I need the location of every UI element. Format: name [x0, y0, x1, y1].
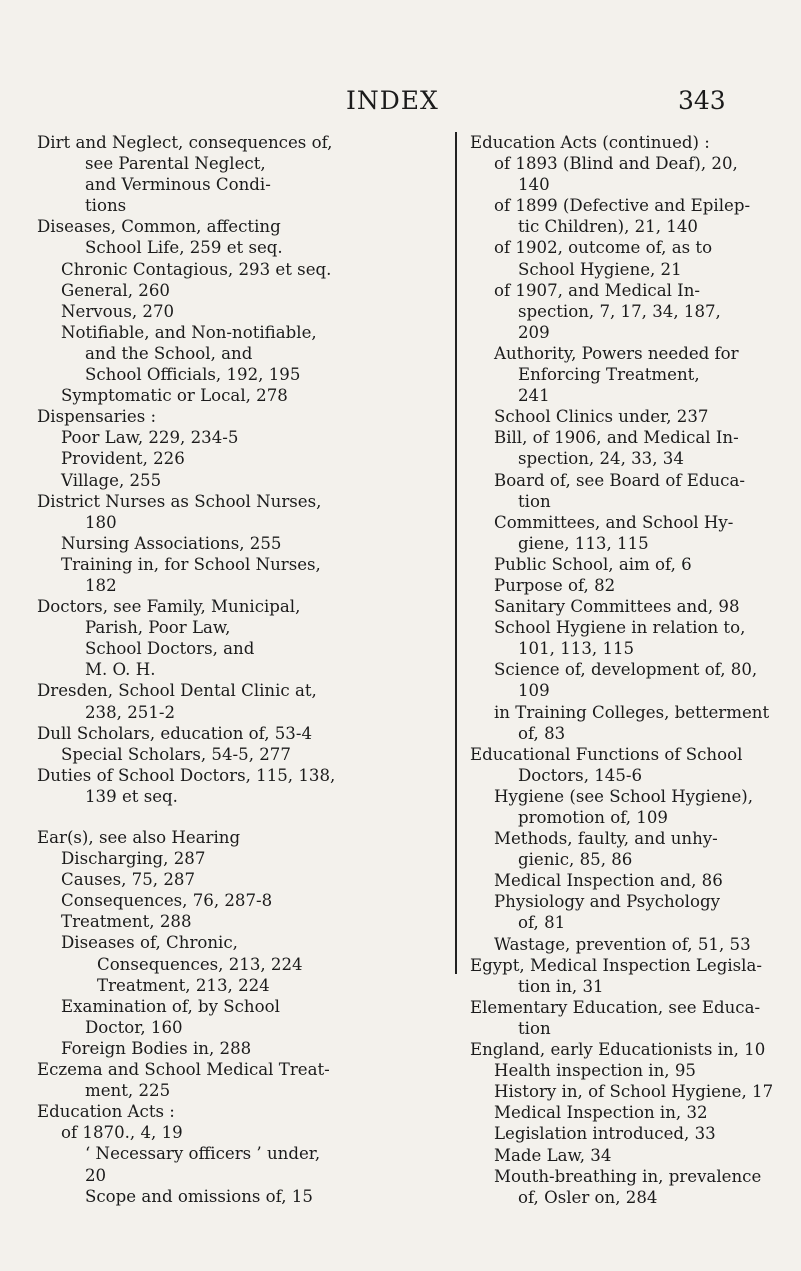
index-line: Nervous, 270	[61, 301, 175, 321]
index-line: Enforcing Treatment,	[518, 365, 700, 385]
index-line: District Nurses as School Nurses,	[37, 491, 322, 511]
index-line: Medical Inspection in, 32	[494, 1103, 708, 1123]
page-number: 343	[678, 86, 726, 115]
index-line: Elementary Education, see Educa-	[470, 997, 761, 1017]
index-line: 101, 113, 115	[518, 639, 635, 659]
index-line: Foreign Bodies in, 288	[61, 1038, 252, 1058]
index-line: Doctors, 145-6	[518, 765, 643, 785]
index-line: 20	[85, 1165, 107, 1185]
index-line: Educational Functions of School	[470, 744, 743, 764]
index-column-left	[37, 132, 449, 1207]
index-line: Dispensaries :	[37, 407, 157, 427]
index-line: Doctor, 160	[85, 1017, 183, 1037]
page-title: INDEX	[346, 86, 439, 115]
column-divider	[455, 132, 457, 974]
index-line: 180	[85, 512, 117, 532]
index-line: Consequences, 76, 287-8	[61, 891, 273, 911]
index-line: Dirt and Neglect, consequences of,	[37, 133, 333, 152]
index-line: Provident, 226	[61, 449, 185, 469]
index-line: of 1893 (Blind and Deaf), 20,	[494, 154, 738, 174]
index-line: Sanitary Committees and, 98	[494, 597, 740, 617]
index-line: tions	[85, 196, 127, 216]
index-line: School Doctors, and	[85, 639, 255, 659]
index-line: Purpose of, 82	[494, 575, 616, 595]
index-line: Legislation introduced, 33	[494, 1124, 716, 1144]
index-line: Physiology and Psychology	[494, 892, 720, 912]
index-line: tic Children), 21, 140	[518, 217, 698, 237]
index-line: Education Acts (continued) :	[470, 133, 710, 152]
index-line: Poor Law, 229, 234-5	[61, 428, 239, 448]
index-line: Bill, of 1906, and Medical In-	[494, 428, 739, 448]
index-line: Diseases, Common, affecting	[37, 217, 281, 237]
index-line: tion	[518, 491, 551, 511]
index-line: School Hygiene, 21	[518, 259, 682, 279]
index-line: Wastage, prevention of, 51, 53	[494, 934, 751, 954]
index-line: and the School, and	[85, 343, 253, 363]
index-line: School Hygiene in relation to,	[494, 618, 746, 638]
index-line: of, Osler on, 284	[518, 1187, 658, 1207]
index-line: of, 83	[518, 723, 566, 743]
index-line: Nursing Associations, 255	[61, 533, 282, 553]
index-line: Training in, for School Nurses,	[61, 554, 321, 574]
index-line: Science of, development of, 80,	[494, 660, 758, 680]
index-line: and Verminous Condi-	[85, 175, 271, 195]
index-line: Medical Inspection and, 86	[494, 871, 723, 891]
index-line: 109	[518, 681, 550, 701]
index-line: 182	[85, 575, 117, 595]
index-line: Treatment, 288	[61, 912, 192, 932]
index-line: Chronic Contagious, 293 et seq.	[61, 259, 332, 279]
index-line: of, 81	[518, 913, 566, 933]
index-line: Committees, and School Hy-	[494, 512, 734, 532]
index-line: 139 et seq.	[85, 786, 178, 806]
index-line: Examination of, by School	[61, 996, 280, 1016]
index-line: Symptomatic or Local, 278	[61, 386, 288, 406]
index-line: Public School, aim of, 6	[494, 554, 692, 574]
index-line: 238, 251-2	[85, 702, 176, 722]
index-line: Scope and omissions of, 15	[85, 1186, 313, 1206]
index-line: Treatment, 213, 224	[97, 975, 270, 995]
index-line: History in, of School Hygiene, 17	[494, 1082, 774, 1102]
index-line: School Clinics under, 237	[494, 407, 709, 427]
index-line: Village, 255	[61, 470, 162, 490]
index-line: Hygiene (see School Hygiene),	[494, 786, 754, 806]
index-line: Duties of School Doctors, 115, 138,	[37, 765, 336, 785]
index-line: Notifiable, and Non-notifiable,	[61, 322, 317, 342]
index-line: Authority, Powers needed for	[494, 343, 739, 363]
index-line: 209	[518, 322, 550, 342]
index-line: tion	[518, 1018, 551, 1038]
index-line: Discharging, 287	[61, 849, 206, 869]
index-line: Eczema and School Medical Treat-	[37, 1060, 330, 1080]
index-line: School Life, 259 et seq.	[85, 238, 283, 258]
index-line: spection, 7, 17, 34, 187,	[518, 301, 721, 321]
index-line: ‘ Necessary officers ’ under,	[85, 1144, 321, 1164]
index-line: of 1899 (Defective and Epilep-	[494, 196, 751, 216]
index-line: Consequences, 213, 224	[97, 954, 303, 974]
index-line: General, 260	[61, 280, 170, 300]
index-line: Causes, 75, 287	[61, 870, 196, 890]
index-line: giene, 113, 115	[518, 533, 649, 553]
index-line: Doctors, see Family, Municipal,	[37, 597, 301, 617]
index-line: England, early Educationists in, 10	[470, 1040, 766, 1060]
index-line: of 1902, outcome of, as to	[494, 238, 713, 258]
index-line: Special Scholars, 54-5, 277	[61, 744, 291, 764]
index-line: Made Law, 34	[494, 1145, 612, 1165]
index-line: Ear(s), see also Hearing	[37, 828, 241, 847]
index-line: of 1907, and Medical In-	[494, 280, 701, 300]
index-line: Diseases of, Chronic,	[61, 933, 238, 953]
index-line: ment, 225	[85, 1081, 171, 1101]
index-line: Egypt, Medical Inspection Legisla-	[470, 955, 762, 975]
index-line: Dresden, School Dental Clinic at,	[37, 681, 317, 701]
index-line: School Officials, 192, 195	[85, 365, 301, 385]
index-line: Methods, faulty, and unhy-	[494, 829, 718, 849]
index-line: spection, 24, 33, 34	[518, 449, 684, 469]
index-line: of 1870., 4, 19	[61, 1123, 183, 1143]
index-line: tion in, 31	[518, 976, 604, 996]
index-line: 241	[518, 386, 550, 406]
index-line: in Training Colleges, betterment	[494, 702, 770, 722]
index-line: Board of, see Board of Educa-	[494, 470, 745, 490]
index-column-right	[470, 132, 788, 1208]
section-gap	[37, 807, 449, 827]
index-line: Health inspection in, 95	[494, 1061, 696, 1081]
index-line: promotion of, 109	[518, 808, 668, 827]
index-line: Parish, Poor Law,	[85, 618, 231, 638]
index-line: M. O. H.	[85, 660, 156, 680]
index-line: Education Acts :	[37, 1102, 175, 1122]
index-line: Mouth-breathing in, prevalence	[494, 1166, 762, 1186]
index-line: see Parental Neglect,	[85, 154, 266, 174]
index-line: Dull Scholars, education of, 53-4	[37, 723, 313, 743]
index-line: gienic, 85, 86	[518, 850, 633, 870]
index-line: 140	[518, 175, 550, 195]
